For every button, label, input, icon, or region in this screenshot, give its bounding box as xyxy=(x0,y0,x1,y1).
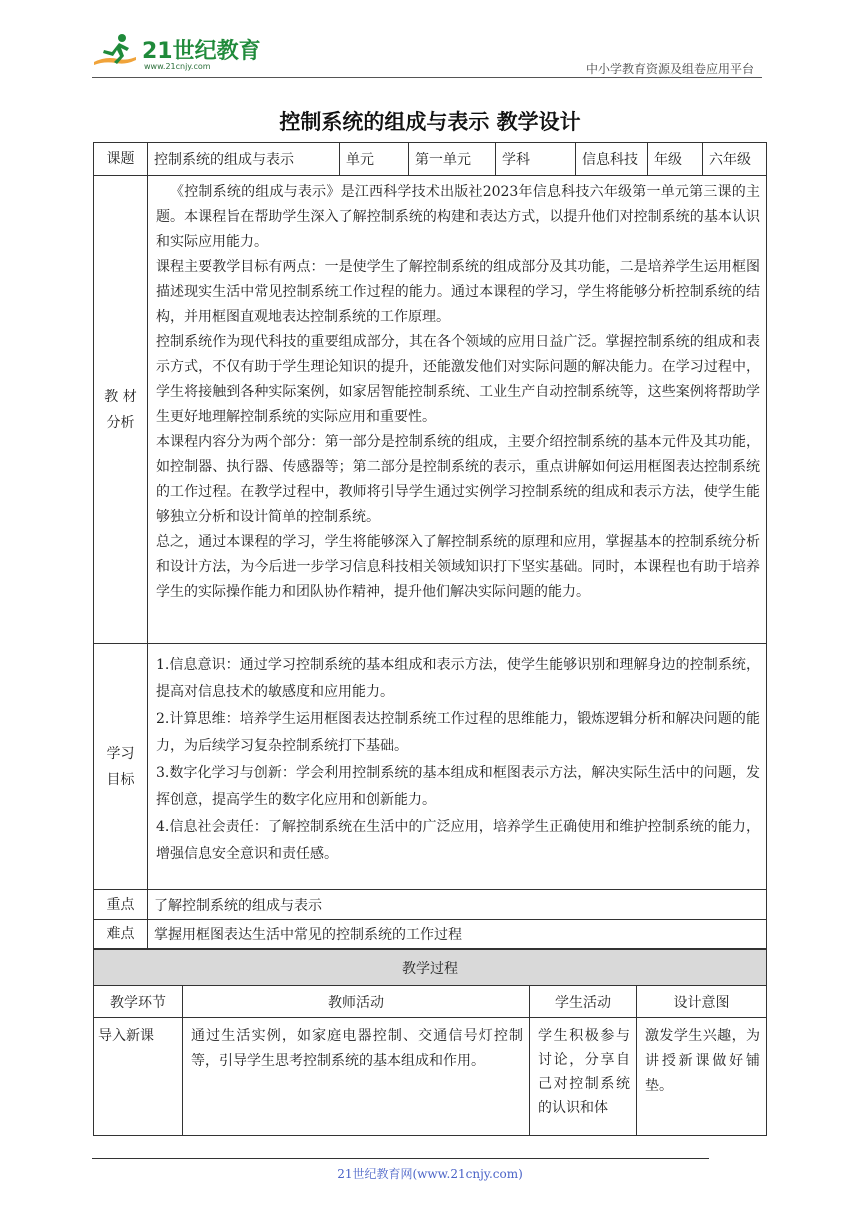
objectives-label xyxy=(94,644,148,890)
logo-text: 21世纪教育 xyxy=(142,39,261,64)
process-title-row xyxy=(94,950,767,986)
table-row xyxy=(94,1018,767,1136)
course-label: 课题 xyxy=(94,143,148,176)
analysis-paragraph: 《控制系统的组成与表示》是江西科学技术出版社2023年信息科技六年级第一单元第三课的主题。本课程旨在帮助学生深入了解控制系统的构建和表达方式，以提升他们对控制系统的基本认识和实际应用能力。 xyxy=(156,184,760,250)
column-header: 设计意图 xyxy=(637,986,767,1018)
objective-item: 1.信息意识：通过学习控制系统的基本组成和表示方法，使学生能够识别和理解身边的控制系统，提高对信息技术的敏感度和应用能力。 xyxy=(156,657,760,700)
analysis-row xyxy=(94,176,767,644)
column-header: 教师活动 xyxy=(183,986,530,1018)
page-footer: 21世纪教育网(www.21cnjy.com) xyxy=(337,1167,523,1181)
analysis-content xyxy=(148,176,767,644)
grade-label: 年级 xyxy=(648,143,703,176)
objectives-content xyxy=(148,644,767,890)
page-header xyxy=(92,28,760,76)
teaching-process-table xyxy=(93,949,767,1136)
difficulty-label: 难点 xyxy=(94,920,148,949)
objective-item: 3.数字化学习与创新：学会利用控制系统的基本组成和框图表示方法，解决实际生活中的问题，发挥创意，提高学生的数字化应用和创新能力。 xyxy=(156,765,760,808)
column-header: 教学环节 xyxy=(94,986,183,1018)
logo-url: www.21cnjy.com xyxy=(144,62,211,71)
student-activity-cell: 学生积极参与讨论，分享自己对控制系统的认识和体 xyxy=(530,1018,637,1136)
analysis-label-line1: 教 材 xyxy=(104,388,137,405)
document-title: 控制系统的组成与表示 教学设计 xyxy=(279,110,581,134)
grade-value: 六年级 xyxy=(703,143,767,176)
teacher-activity-cell: 通过生活实例，如家庭电器控制、交通信号灯控制等，引导学生思考控制系统的基本组成和作用。 xyxy=(183,1018,530,1136)
objective-item: 4.信息社会责任：了解控制系统在生活中的广泛应用，培养学生正确使用和维护控制系统的能力，增强信息安全意识和责任感。 xyxy=(156,819,760,862)
analysis-label xyxy=(94,176,148,644)
subject-label: 学科 xyxy=(496,143,576,176)
column-header: 学生活动 xyxy=(530,986,637,1018)
design-intent-cell: 激发学生兴趣，为讲授新课做好铺垫。 xyxy=(637,1018,767,1136)
header-divider xyxy=(92,77,762,78)
info-row xyxy=(94,143,767,176)
process-title: 教学过程 xyxy=(94,950,767,986)
lesson-info-table xyxy=(93,142,767,949)
difficulty-value: 掌握用框图表达生活中常见的控制系统的工作过程 xyxy=(148,920,767,949)
stage-cell: 导入新课 xyxy=(94,1018,183,1136)
process-header-row xyxy=(94,986,767,1018)
objective-item: 2.计算思维：培养学生运用框图表达控制系统工作过程的思维能力，锻炼逻辑分析和解决问题的能力，为后续学习复杂控制系统打下基础。 xyxy=(156,711,760,754)
difficulty-row xyxy=(94,920,767,949)
footer-divider xyxy=(92,1158,709,1159)
analysis-paragraph: 控制系统作为现代科技的重要组成部分，其在各个领域的应用日益广泛。掌握控制系统的组成和表示方式，不仅有助于学生理论知识的提升，还能激发他们对实际问题的解决能力。在学习过程中，学生将接触到各种实际案例，如家居智能控制系统、工业生产自动控制系统等，这些案例将帮助学生更好地理解控制系统的实际应用和重要性。 xyxy=(156,334,760,425)
runner-logo-icon xyxy=(92,32,138,72)
objectives-row xyxy=(94,644,767,890)
analysis-paragraph: 课程主要教学目标有两点：一是使学生了解控制系统的组成部分及其功能，二是培养学生运用框图描述现实生活中常见控制系统工作过程的能力。通过本课程的学习，学生将能够分析控制系统的结构，并用框图直观地表达控制系统的工作原理。 xyxy=(156,259,760,325)
key-point-label: 重点 xyxy=(94,890,148,920)
course-value: 控制系统的组成与表示 xyxy=(148,143,340,176)
platform-tagline: 中小学教育资源及组卷应用平台 xyxy=(585,62,754,76)
objectives-label-line1: 学习 xyxy=(106,745,135,762)
unit-value: 第一单元 xyxy=(409,143,496,176)
analysis-label-line2: 分析 xyxy=(106,414,135,431)
objectives-label-line2: 目标 xyxy=(106,771,135,788)
analysis-paragraph: 本课程内容分为两个部分：第一部分是控制系统的组成，主要介绍控制系统的基本元件及其功能，如控制器、执行器、传感器等；第二部分是控制系统的表示，重点讲解如何运用框图表达控制系统的工作过程。在教学过程中，教师将引导学生通过实例学习控制系统的组成和表示方法，使学生能够独立分析和设计简单的控制系统。 xyxy=(156,434,760,525)
unit-label: 单元 xyxy=(340,143,409,176)
analysis-paragraph: 总之，通过本课程的学习，学生将能够深入了解控制系统的原理和应用，掌握基本的控制系统分析和设计方法，为今后进一步学习信息科技相关领域知识打下坚实基础。同时，本课程也有助于培养学生的实际操作能力和团队协作精神，提升他们解决实际问题的能力。 xyxy=(156,534,760,600)
key-point-row xyxy=(94,890,767,920)
subject-value: 信息科技 xyxy=(576,143,648,176)
site-logo xyxy=(92,32,262,72)
key-point-value: 了解控制系统的组成与表示 xyxy=(148,890,767,920)
